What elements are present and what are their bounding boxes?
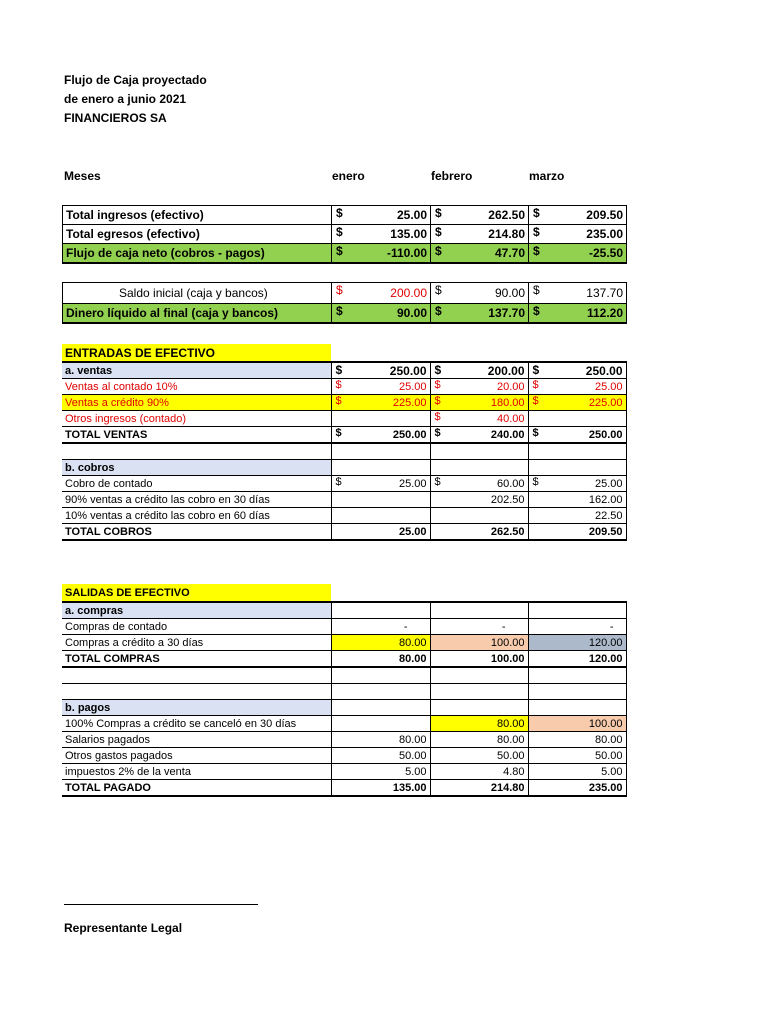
cell-marzo: $ 225.00 [528,395,626,411]
cell-label: TOTAL COMPRAS [62,651,331,668]
cell-enero: $ 250.00 [331,362,430,379]
cell-marzo: 5.00 [528,764,626,780]
cell-enero [331,716,430,732]
section-title: SALIDAS DE EFECTIVO [62,584,331,602]
cell-marzo: $ -25.50 [529,244,627,264]
cell-label: 100% Compras a crédito se canceló en 30 días [62,716,331,732]
cell-label: TOTAL COBROS [62,524,331,541]
cell-febrero: $ 60.00 [430,476,528,492]
row-flujo-neto [63,244,627,264]
company-name: FINANCIEROS SA [64,111,167,125]
cell-febrero: $ 200.00 [430,362,528,379]
row-compras-header [62,602,626,619]
cell-marzo: $ 112.20 [529,304,627,324]
row-total-ventas [62,427,626,444]
cell-enero: $ 90.00 [332,304,431,324]
cell-enero: $ 250.00 [331,427,430,444]
cell-enero: 5.00 [331,764,430,780]
cell-marzo: $ 235.00 [529,225,627,244]
cell-febrero: $ 40.00 [430,411,528,427]
row-total-cobros [62,524,626,541]
cell-label: a. ventas [62,362,331,379]
cell-label: Compras de contado [62,619,331,635]
entradas-table [62,344,627,541]
row-ventas [62,362,626,379]
spacer-row [62,443,626,460]
cell-marzo: $ 209.50 [529,206,627,225]
cell-label: b. pagos [62,700,331,716]
cell-febrero: 80.00 [430,732,528,748]
signature-line [64,904,258,905]
cell-label: b. cobros [62,460,331,476]
row-compras-credito [62,635,626,651]
cell-label: impuestos 2% de la venta [62,764,331,780]
cell-enero: $ 25.00 [331,476,430,492]
row-cobro-60-dias [62,508,626,524]
cell-febrero: $ 137.70 [431,304,529,324]
cell-marzo: 209.50 [528,524,626,541]
cell-febrero: 100.00 [430,635,528,651]
cell-febrero: 214.80 [430,780,528,797]
entradas-title-row [62,344,626,362]
row-cobro-30-dias [62,492,626,508]
cell-label: 90% ventas a crédito las cobro en 30 días [62,492,331,508]
cell-febrero: 202.50 [430,492,528,508]
cell-febrero: $ 180.00 [430,395,528,411]
months-label: Meses [64,169,101,183]
row-total-compras [62,651,626,668]
row-total-egresos [63,225,627,244]
cell-marzo [528,411,626,427]
row-ventas-credito [62,395,626,411]
cell-enero: 25.00 [331,524,430,541]
cell-marzo: $ 137.70 [529,283,627,304]
report-title: Flujo de Caja proyectado [64,73,207,87]
cell-marzo: 162.00 [528,492,626,508]
cell-label: Flujo de caja neto (cobros - pagos) [63,244,332,264]
cell-febrero: $ 214.80 [431,225,529,244]
report-period: de enero a junio 2021 [64,92,187,106]
cell-marzo: $ 25.00 [528,476,626,492]
month-marzo: marzo [529,169,565,183]
cell-label: TOTAL PAGADO [62,780,331,797]
cell-enero: 80.00 [331,732,430,748]
cell-label: TOTAL VENTAS [62,427,331,444]
spacer-row [62,667,626,684]
signature-label: Representante Legal [64,921,183,935]
cell-febrero: $ 262.50 [431,206,529,225]
cell-marzo: 50.00 [528,748,626,764]
cell-enero: $ 200.00 [332,283,431,304]
row-otros-ingresos [62,411,626,427]
cell-label: Otros gastos pagados [62,748,331,764]
row-cobro-contado [62,476,626,492]
cell-febrero: 262.50 [430,524,528,541]
cell-febrero [430,508,528,524]
cell-enero: - [331,619,430,635]
cell-febrero: $ 47.70 [431,244,529,264]
cell-label: Otros ingresos (contado) [62,411,331,427]
spacer-row [63,263,627,283]
cell-marzo: 100.00 [528,716,626,732]
cell-enero: $ 25.00 [332,206,431,225]
cell-label: Ventas al contado 10% [62,379,331,395]
cell-marzo: $ 250.00 [528,362,626,379]
cell-marzo: 80.00 [528,732,626,748]
cell-enero: $ 225.00 [331,395,430,411]
cell-marzo: $ 250.00 [528,427,626,444]
cell-enero [331,411,430,427]
cell-label: Compras a crédito a 30 días [62,635,331,651]
row-pago-compras-credito [62,716,626,732]
cell-label: Dinero líquido al final (caja y bancos) [63,304,332,324]
cell-febrero: - [430,619,528,635]
cell-enero: 50.00 [331,748,430,764]
cell-label: Ventas a crédito 90% [62,395,331,411]
cell-marzo: 235.00 [528,780,626,797]
cell-febrero: 4.80 [430,764,528,780]
month-enero: enero [332,169,365,183]
row-total-ingresos [63,206,627,225]
cell-label: Total egresos (efectivo) [63,225,332,244]
cell-enero: $ 25.00 [331,379,430,395]
cell-enero [331,492,430,508]
cell-label: Salarios pagados [62,732,331,748]
salidas-title-row [62,584,626,602]
cell-febrero: $ 90.00 [431,283,529,304]
cell-marzo: 120.00 [528,635,626,651]
months-header [64,169,628,185]
summary-table [62,205,627,324]
cell-enero [331,508,430,524]
cell-febrero: 100.00 [430,651,528,668]
row-salarios [62,732,626,748]
row-dinero-final [63,304,627,324]
cell-label: Saldo inicial (caja y bancos) [63,283,332,304]
cell-marzo: - [528,619,626,635]
cell-marzo: $ 25.00 [528,379,626,395]
salidas-table [62,584,627,797]
cell-febrero: $ 240.00 [430,427,528,444]
section-title: ENTRADAS DE EFECTIVO [62,344,331,362]
cell-label: 10% ventas a crédito las cobro en 60 días [62,508,331,524]
cell-febrero: $ 20.00 [430,379,528,395]
cell-marzo: 120.00 [528,651,626,668]
row-total-pagado [62,780,626,797]
cell-enero: 135.00 [331,780,430,797]
row-cobros-header [62,460,626,476]
cell-enero: $ -110.00 [332,244,431,264]
row-pagos-header [62,700,626,716]
cell-label: Cobro de contado [62,476,331,492]
row-otros-gastos [62,748,626,764]
cell-enero: 80.00 [331,635,430,651]
row-saldo-inicial [63,283,627,304]
cell-label: Total ingresos (efectivo) [63,206,332,225]
spacer-row [62,684,626,700]
month-febrero: febrero [431,169,473,183]
cell-label: a. compras [62,602,331,619]
cell-enero: $ 135.00 [332,225,431,244]
row-impuestos [62,764,626,780]
cell-enero: 80.00 [331,651,430,668]
row-ventas-contado [62,379,626,395]
cell-marzo: 22.50 [528,508,626,524]
cell-febrero: 80.00 [430,716,528,732]
cell-febrero: 50.00 [430,748,528,764]
row-compras-contado [62,619,626,635]
